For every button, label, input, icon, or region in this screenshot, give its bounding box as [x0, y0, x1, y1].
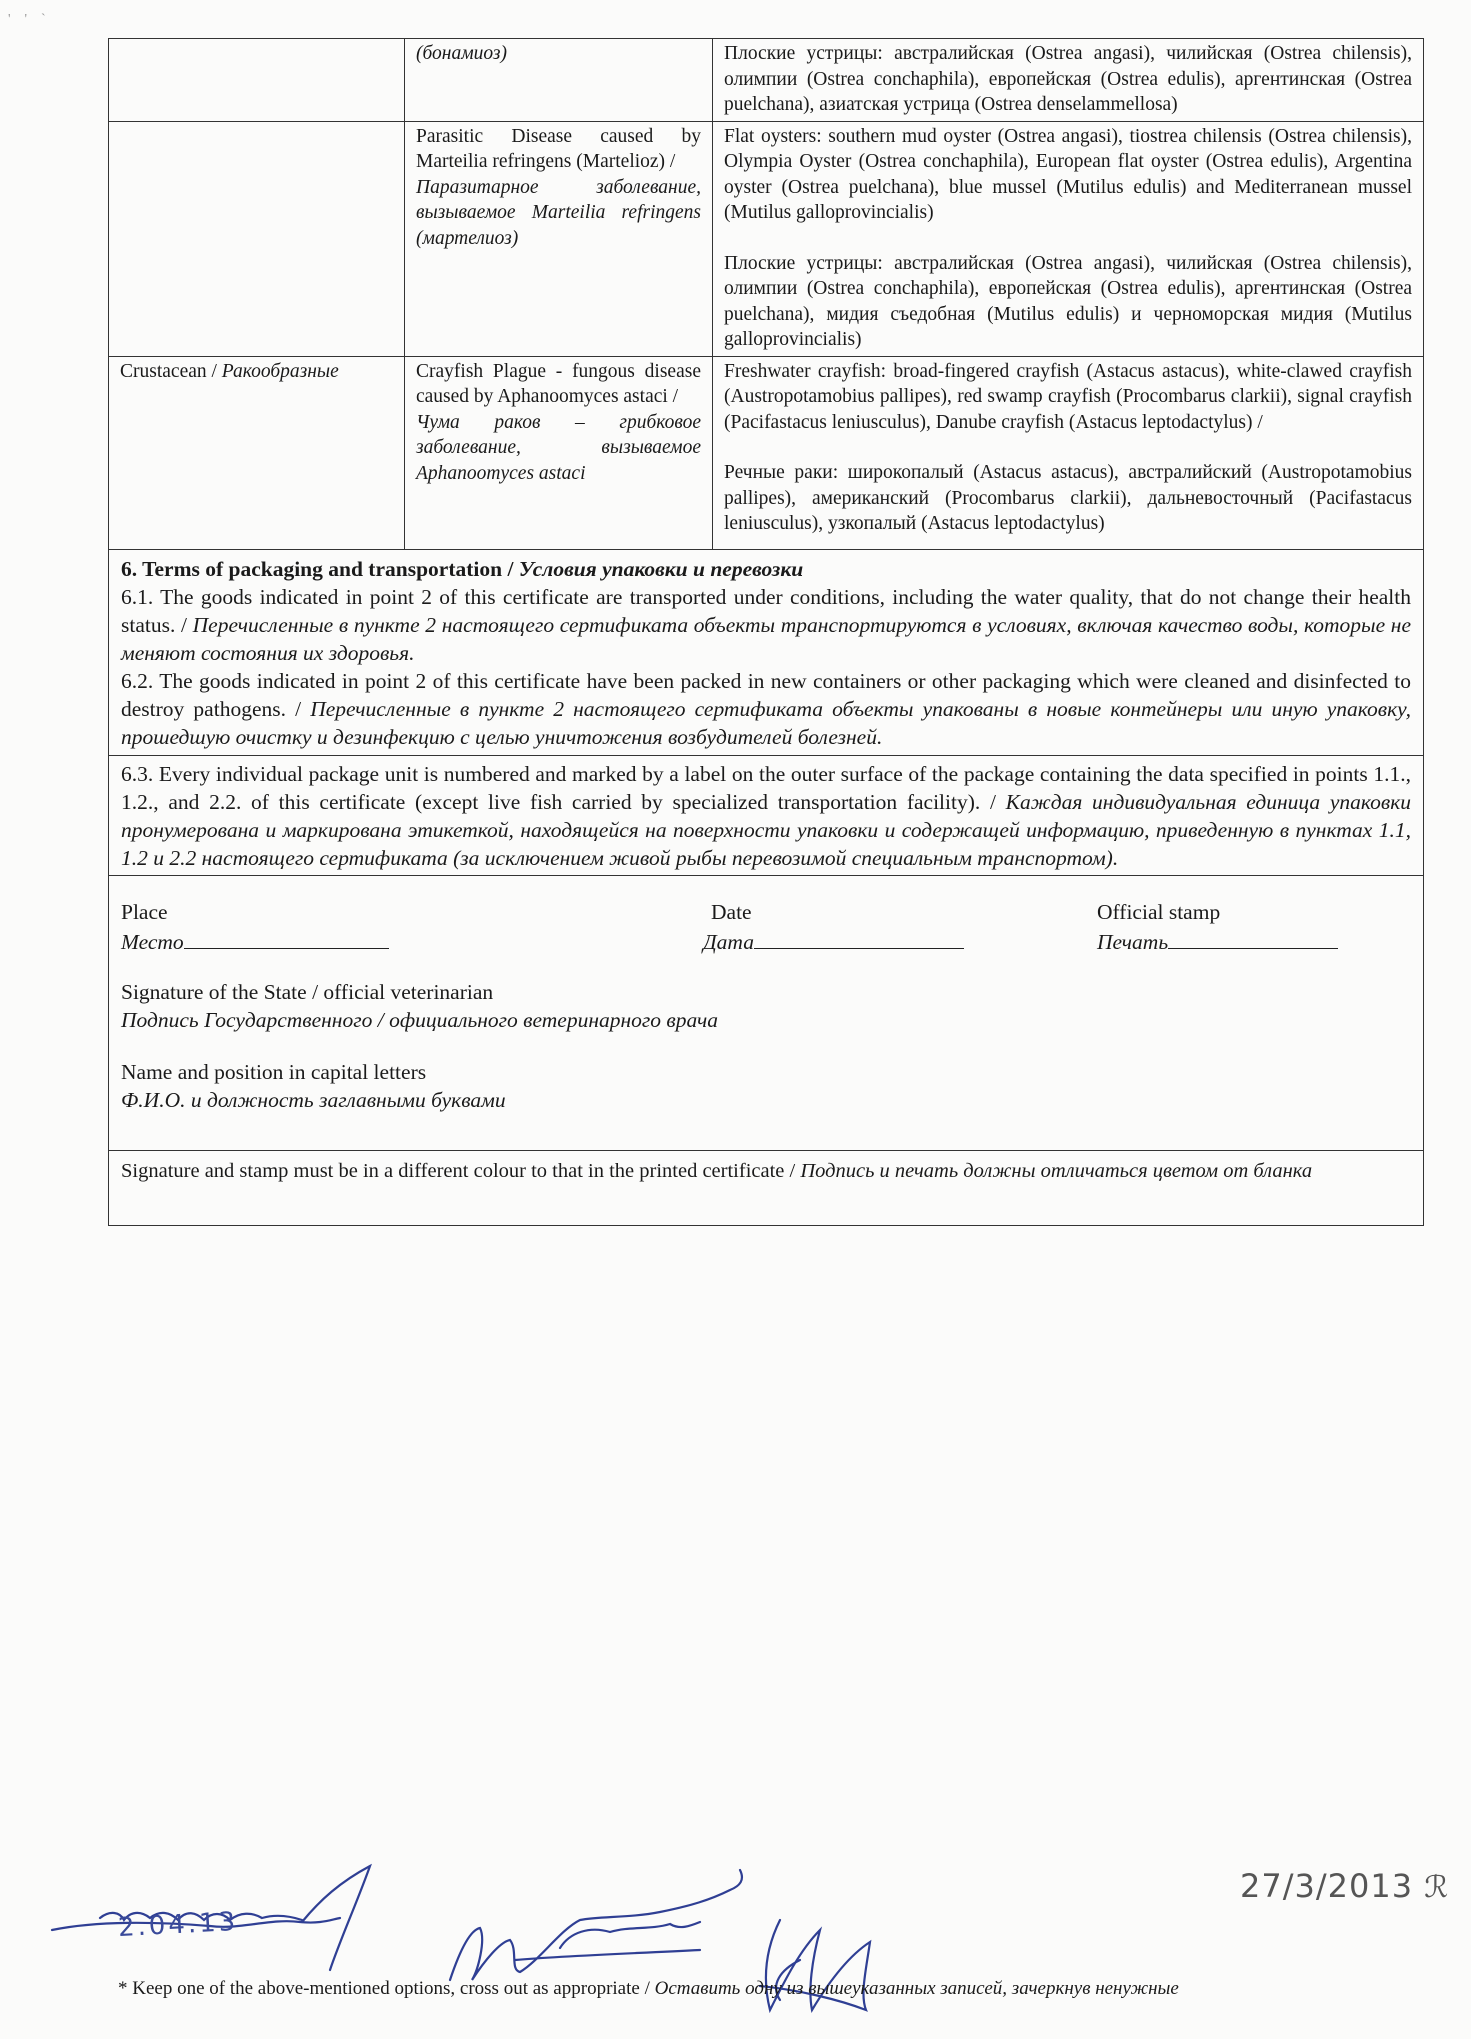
disease-ru: (бонамиоз) [416, 43, 508, 64]
section-6-title-ru: Условия упаковки и перевозки [518, 556, 804, 581]
species-group-cell [109, 39, 405, 122]
name-position-field [121, 1058, 506, 1114]
stamp-line [1168, 926, 1338, 949]
vet-label-ru: Подпись Государственного / официального ветеринарного врача [121, 1007, 718, 1032]
place-line [184, 926, 389, 949]
species-disease-table [108, 38, 1424, 550]
species-group-cell [109, 356, 405, 549]
species-en: Flat oysters: southern mud oyster (Ostrea angasi), tiostrea chilensis (Ostrea chilensis), Olympia Oyster (Ostrea conchaphila), European flat oyster (Ostrea edulis), Argentina oyster (Ostrea puelchana), blue mussel (Mutilus edulis) and Mediterranean mussel (Mutilus galloprovincialis) [724, 125, 1412, 223]
table-row [109, 356, 1424, 549]
species-ru: Речные раки: широкопалый (Astacus astacus), австралийский (Austropotamobius pallipes), американский (Procombarus clarkii), дальневосточный (Pacifastacus leniusculus), узкопалый (Astacus leptodactylus) [724, 462, 1412, 534]
footnote [118, 1978, 1179, 2000]
handwritten-initials: ℛ [1424, 1870, 1450, 1905]
clause-6-3-en: 6.3. Every individual package unit is numbered and marked by a label on the outer surface of the package containing the data specified in points 1.1., 1.2., and 2.2. of this certificate (except live fish carried by specialized transportation facility). / [121, 761, 1411, 814]
cell-spacer [724, 226, 1412, 251]
section-6-packaging [108, 550, 1424, 756]
place-label-en: Place [121, 899, 168, 924]
stamp-field [1097, 898, 1338, 956]
footnote-ru: Оставить одну из вышеуказанных записей, зачеркнув ненужные [654, 1978, 1179, 1999]
disease-cell [405, 121, 713, 356]
certificate-page [108, 38, 1424, 1226]
date-label-en: Date [711, 899, 752, 924]
cell-spacer [724, 435, 1412, 460]
veterinarian-signature-field [121, 978, 718, 1034]
species-ru: Плоские устрицы: австралийская (Ostrea angasi), чилийская (Ostrea chilensis), олимпии (Ostrea conchaphila), европейская (Ostrea edulis), аргентинская (Ostrea puelchana), азиатская устрица (Ostrea denselammellosa) [724, 43, 1412, 115]
species-ru: Плоские устрицы: австралийская (Ostrea angasi), чилийская (Ostrea chilensis), олимпии (Ostrea conchaphila), европейская (Ostrea edulis), аргентинская (Ostrea puelchana), мидия съедобная (Mutilus edulis) и черноморская мидия (Mutilus galloprovincialis) [724, 252, 1412, 350]
section-6-title-en: 6. Terms of packaging and transportation / [121, 556, 514, 581]
footnote-en: * Keep one of the above-mentioned options, cross out as appropriate / [118, 1978, 650, 1999]
disease-ru: Паразитарное заболевание, вызываемое Marteilia refringens (мартелиоз) [416, 176, 701, 249]
colour-note-en: Signature and stamp must be in a different colour to that in the printed certificate / [121, 1159, 796, 1182]
handwritten-signatures [40, 1860, 920, 2030]
disease-cell [405, 356, 713, 549]
clause-6-3-ru: Каждая индивидуальная единица упаковки пронумерована и маркирована этикеткой, находящейся на поверхности упаковки и содержащей информацию, приведенную в пунктах 1.1, 1.2 и 2.2 настоящего сертификата (за исключением живой рыбы перевозимой специальным транспортом). [121, 789, 1411, 870]
table-row [109, 39, 1424, 122]
stamp-label-ru: Печать [1097, 929, 1169, 954]
signature-2-scribble [450, 1870, 742, 1980]
section-6-title [121, 555, 1411, 583]
group-en: Crustacean / [120, 360, 217, 382]
susceptible-species-cell [713, 356, 1424, 549]
colour-note-ru: Подпись и печать должны отличаться цветом от бланка [800, 1159, 1313, 1182]
group-ru: Ракообразные [221, 360, 339, 382]
susceptible-species-cell [713, 121, 1424, 356]
date-label-ru: Дата [703, 929, 754, 954]
disease-ru: Чума раков – грибковое заболевание, вызываемое Aphanoomyces astaci [416, 411, 701, 484]
clause-6-2-ru: Перечисленные в пункте 2 настоящего сертификата объекты упакованы в новые контейнеры или иную упаковку, прошедшую очистку и дезинфекцию с целью уничтожения возбудителей болезней. [121, 696, 1411, 749]
clause-6-1-ru: Перечисленные в пункте 2 настоящего сертификата объекты транспортируются в условиях, включая качество воды, которые не меняют состояния их здоровья. [121, 612, 1411, 665]
section-6-3 [108, 756, 1424, 876]
place-label-ru: Место [121, 929, 184, 954]
disease-en: Crayfish Plague - fungous disease caused by Aphanoomyces astaci / [416, 360, 701, 407]
disease-cell [405, 39, 713, 122]
species-group-cell [109, 121, 405, 356]
susceptible-species-cell [713, 39, 1424, 122]
name-label-en: Name and position in capital letters [121, 1059, 427, 1084]
colour-note [108, 1151, 1424, 1226]
date-line [754, 926, 964, 949]
vet-label-en: Signature of the State / official veterinarian [121, 979, 494, 1004]
disease-en: Parasitic Disease caused by Marteilia refringens (Martelioz) / [416, 125, 701, 172]
place-field [121, 898, 389, 956]
species-en: Freshwater crayfish: broad-fingered crayfish (Astacus astacus), white-clawed crayfish (Austropotamobius pallipes), red swamp crayfish (Procombarus clarkii), signal crayfish (Pacifastacus leniusculus), Danube crayfish (Astacus leptodactylus) / [724, 360, 1412, 433]
handwritten-reference [1240, 1867, 1449, 1905]
stamp-label-en: Official stamp [1097, 899, 1221, 924]
date-field [703, 898, 964, 956]
scan-specks: ' ' ` [8, 12, 46, 27]
clause-6-1-en: 6.1. The goods indicated in point 2 of this certificate are transported under conditions, including the water quality, that do not change their health status. / [121, 584, 1411, 637]
clause-6-2 [121, 667, 1411, 751]
name-label-ru: Ф.И.О. и должность заглавными буквами [121, 1087, 506, 1112]
table-row [109, 121, 1424, 356]
clause-6-1 [121, 583, 1411, 667]
clause-6-2-en: 6.2. The goods indicated in point 2 of this certificate have been packed in new containers or other packaging which were cleaned and disinfected to destroy pathogens. / [121, 668, 1411, 721]
handwritten-reference-text: 27/3/2013 [1240, 1867, 1414, 1905]
signature-block [108, 876, 1424, 1151]
handwritten-date: 2.04.13 [117, 1906, 239, 1944]
